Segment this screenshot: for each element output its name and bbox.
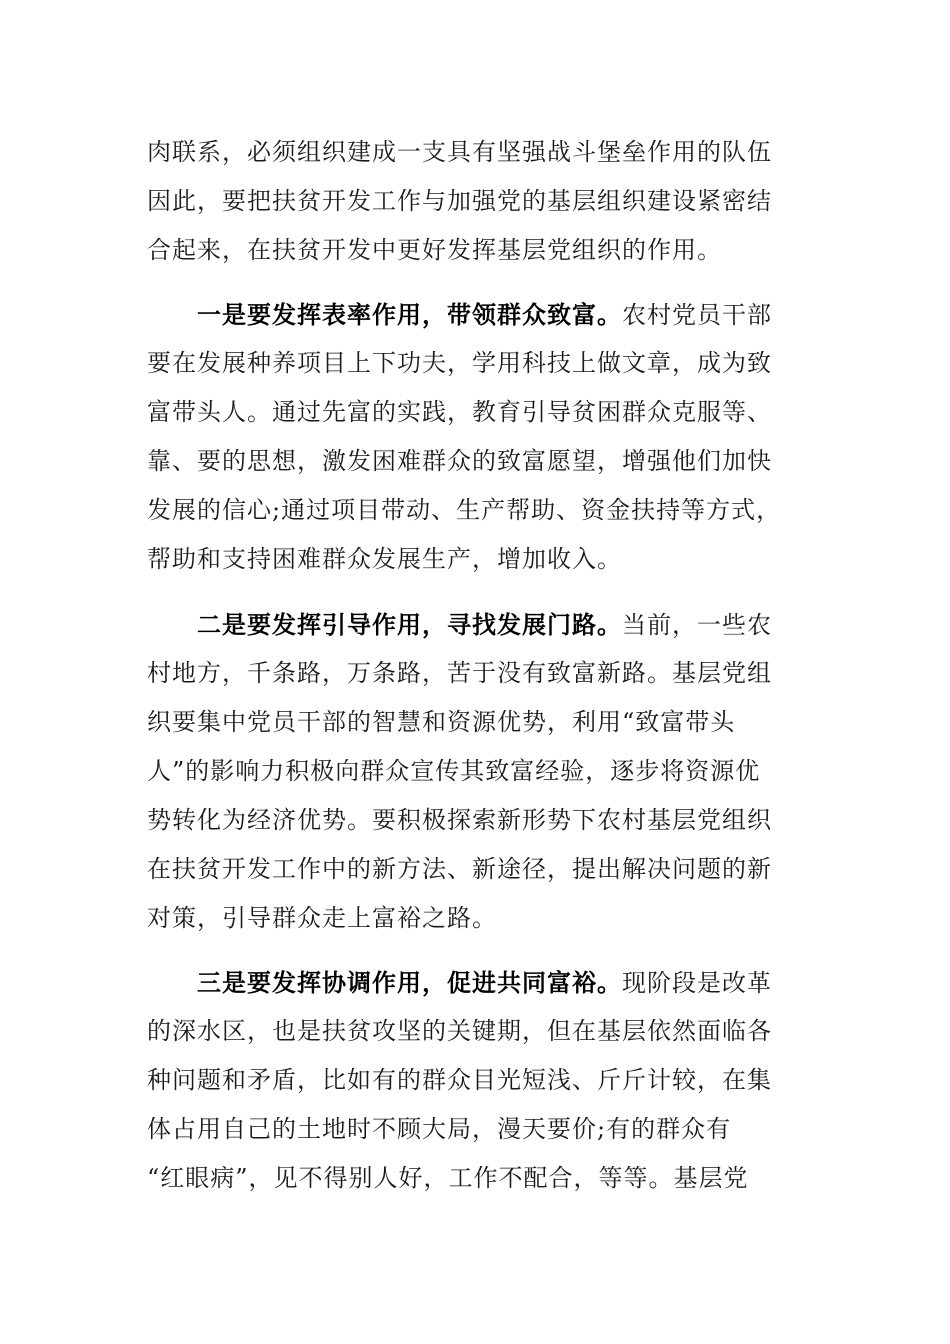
paragraph-line: 合起来，在扶贫开发中更好发挥基层党组织的作用。 (147, 236, 722, 264)
paragraph-line: 富带头人。通过先富的实践，教育引导贫困群众克服等、 (147, 398, 772, 426)
paragraph-line: 肉联系，必须组织建成一支具有坚强战斗堡垒作用的队伍 (147, 138, 772, 166)
paragraph-line: 因此，要把扶贫开发工作与加强党的基层组织建设紧密结 (147, 187, 772, 215)
paragraph-first-line (197, 600, 772, 649)
paragraph-line: 帮助和支持困难群众发展生产，增加收入。 (147, 545, 622, 573)
paragraph-line: 靠、要的思想，激发困难群众的致富愿望，增强他们加快 (147, 447, 772, 475)
paragraph-line: 体占用自己的土地时不顾大局，漫天要价;有的群众有 (147, 1115, 732, 1143)
paragraph-first-line (197, 958, 772, 1007)
paragraph-first-line (197, 290, 772, 339)
paragraph-line: 人”的影响力积极向群众宣传其致富经验，逐步将资源优 (147, 757, 761, 785)
paragraph-heading: 三是要发挥协调作用，促进共同富裕。 (197, 968, 622, 997)
paragraph-line: “红眼病”，见不得别人好，工作不配合，等等。基层党 (147, 1164, 749, 1192)
paragraph-heading: 二是要发挥引导作用，寻找发展门路。 (197, 610, 622, 639)
paragraph-line: 势转化为经济优势。要积极探索新形势下农村基层党组织 (147, 806, 772, 834)
paragraph-line: 发展的信心;通过项目带动、生产帮助、资金扶持等方式， (147, 496, 782, 524)
paragraph-heading: 一是要发挥表率作用，带领群众致富。 (197, 300, 622, 329)
paragraph-line: 村地方，千条路，万条路，苦于没有致富新路。基层党组 (147, 659, 772, 687)
paragraph-line: 织要集中党员干部的智慧和资源优势，利用“致富带头 (147, 708, 736, 736)
paragraph-line: 的深水区，也是扶贫攻坚的关键期，但在基层依然面临各 (147, 1017, 772, 1045)
paragraph-text: 现阶段是改革 (622, 969, 772, 997)
paragraph-line: 种问题和矛盾，比如有的群众目光短浅、斤斤计较，在集 (147, 1066, 772, 1094)
paragraph-text: 农村党员干部 (622, 301, 772, 329)
paragraph-text: 当前，一些农 (622, 611, 772, 639)
paragraph-line: 要在发展种养项目上下功夫，学用科技上做文章，成为致 (147, 349, 772, 377)
paragraph-line: 对策，引导群众走上富裕之路。 (147, 904, 497, 932)
paragraph-line: 在扶贫开发工作中的新方法、新途径，提出解决问题的新 (147, 855, 772, 883)
